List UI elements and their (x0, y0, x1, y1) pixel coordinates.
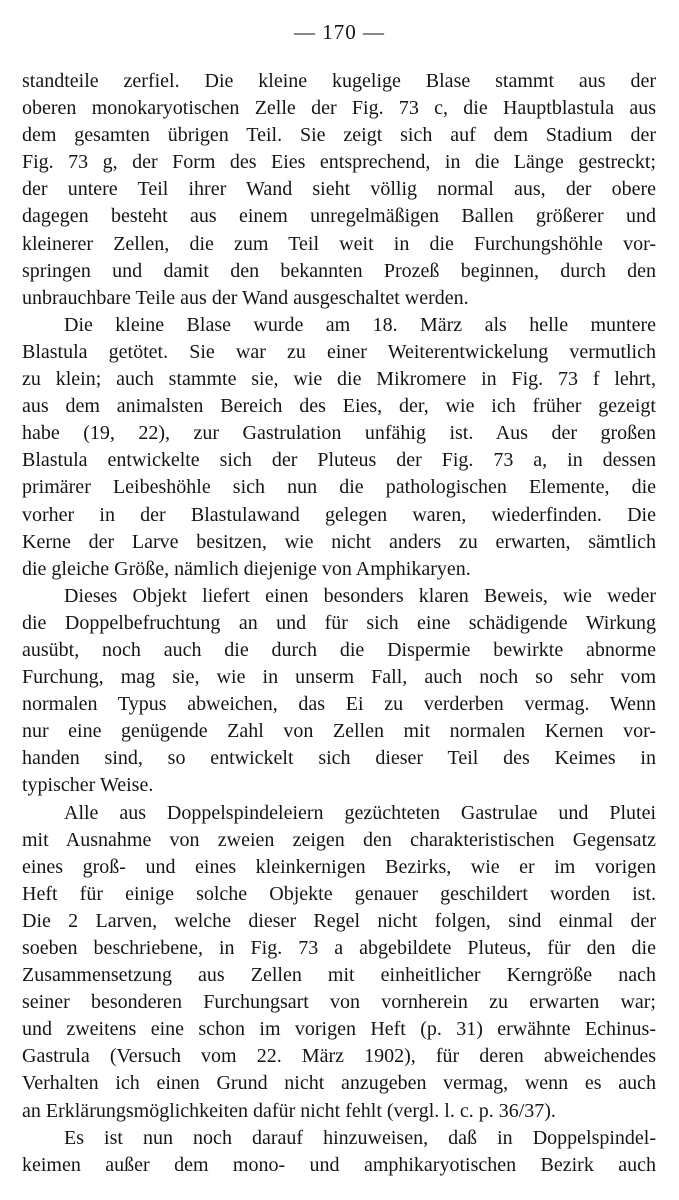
text-line: Dieses Objekt liefert einen besonders klaren Beweis, wie weder (64, 584, 656, 607)
text-line: Furchung, mag sie, wie in unserm Fall, auch noch so sehr vom (22, 666, 656, 689)
text-line: kleinerer Zellen, die zum Teil weit in die Furchungshöhle vor- (22, 232, 656, 255)
text-line: vorher in der Blastulawand gelegen waren, wiederfinden. Die (22, 503, 656, 526)
text-line: eines groß- und eines kleinkernigen Bezirks, wie er im vorigen (22, 855, 656, 878)
text-line: dem gesamten übrigen Teil. Sie zeigt sich auf dem Stadium der (22, 124, 656, 147)
text-line: Verhalten ich einen Grund nicht anzugeben vermag, wenn es auch (22, 1072, 656, 1095)
text-line: normalen Typus abweichen, das Ei zu verderben vermag. Wenn (22, 693, 656, 716)
text-line: Blastula getötet. Sie war zu einer Weiterentwickelung vermutlich (22, 340, 656, 363)
text-line: habe (19, 22), zur Gastrulation unfähig ist. Aus der großen (22, 422, 656, 445)
text-line: ausübt, noch auch die durch die Dispermie bewirkte abnorme (22, 638, 656, 661)
text-line: aus dem animalsten Bereich des Eies, der, wie ich früher gezeigt (22, 395, 656, 418)
text-line: oberen monokaryotischen Zelle der Fig. 73 c, die Hauptblastula aus (22, 97, 656, 120)
text-line: typischer Weise. (22, 774, 154, 797)
text-line: Die kleine Blase wurde am 18. März als helle muntere (64, 313, 656, 336)
text-line: Heft für einige solche Objekte genauer geschildert worden ist. (22, 882, 656, 905)
text-line: die Doppelbefruchtung an und für sich eine schädigende Wirkung (22, 611, 656, 634)
text-line: unbrauchbare Teile aus der Wand ausgeschaltet werden. (22, 286, 469, 309)
text-line: soeben beschriebene, in Fig. 73 a abgebildete Pluteus, für den die (22, 937, 656, 959)
text-line: Blastula entwickelte sich der Pluteus der Fig. 73 a, in dessen (22, 449, 656, 472)
text-line: Kerne der Larve besitzen, wie nicht anders zu erwarten, sämtlich (22, 530, 656, 553)
text-line: Zusammensetzung aus Zellen mit einheitlicher Kerngröße nach (22, 964, 656, 987)
text-line: der untere Teil ihrer Wand sieht völlig normal aus, der obere (22, 178, 656, 201)
body-text (22, 68, 656, 1179)
text-line: und zweitens eine schon im vorigen Heft (p. 31) erwähnte Echinus- (22, 1018, 656, 1041)
text-line: nur eine genügende Zahl von Zellen mit normalen Kernen vor- (22, 720, 656, 743)
text-line: handen sind, so entwickelt sich dieser Teil des Keimes in (22, 747, 656, 770)
text-line: Die 2 Larven, welche dieser Regel nicht folgen, sind einmal der (22, 909, 656, 932)
text-line: an Erklärungsmöglichkeiten dafür nicht fehlt (vergl. l. c. p. 36/37). (22, 1099, 556, 1122)
text-line: standteile zerfiel. Die kleine kugelige Blase stammt aus der (22, 70, 656, 92)
text-line: die gleiche Größe, nämlich diejenige von Amphikaryen. (22, 557, 471, 580)
text-line: zu klein; auch stammte sie, wie die Mikromere in Fig. 73 f lehrt, (22, 368, 656, 391)
text-line: primärer Leibeshöhle sich nun die pathologischen Elemente, die (22, 476, 656, 499)
text-line: springen und damit den bekannten Prozeß beginnen, durch den (22, 259, 656, 282)
text-line: Es ist nun noch darauf hinzuweisen, daß in Doppelspindel- (64, 1126, 656, 1149)
text-line: seiner besonderen Furchungsart von vornherein zu erwarten war; (22, 991, 656, 1014)
page-number: — 170 — (294, 20, 385, 44)
text-line: Fig. 73 g, der Form des Eies entsprechend, in die Länge gestreckt; (22, 151, 656, 174)
text-line: keimen außer dem mono- und amphikaryotischen Bezirk auch (22, 1153, 656, 1176)
text-line: Gastrula (Versuch vom 22. März 1902), für deren abweichendes (22, 1045, 656, 1068)
text-line: Alle aus Doppelspindeleiern gezüchteten Gastrulae und Plutei (64, 801, 656, 824)
text-line: mit Ausnahme von zweien zeigen den charakteristischen Gegensatz (22, 828, 656, 851)
text-line: dagegen besteht aus einem unregelmäßigen Ballen größerer und (22, 205, 656, 228)
